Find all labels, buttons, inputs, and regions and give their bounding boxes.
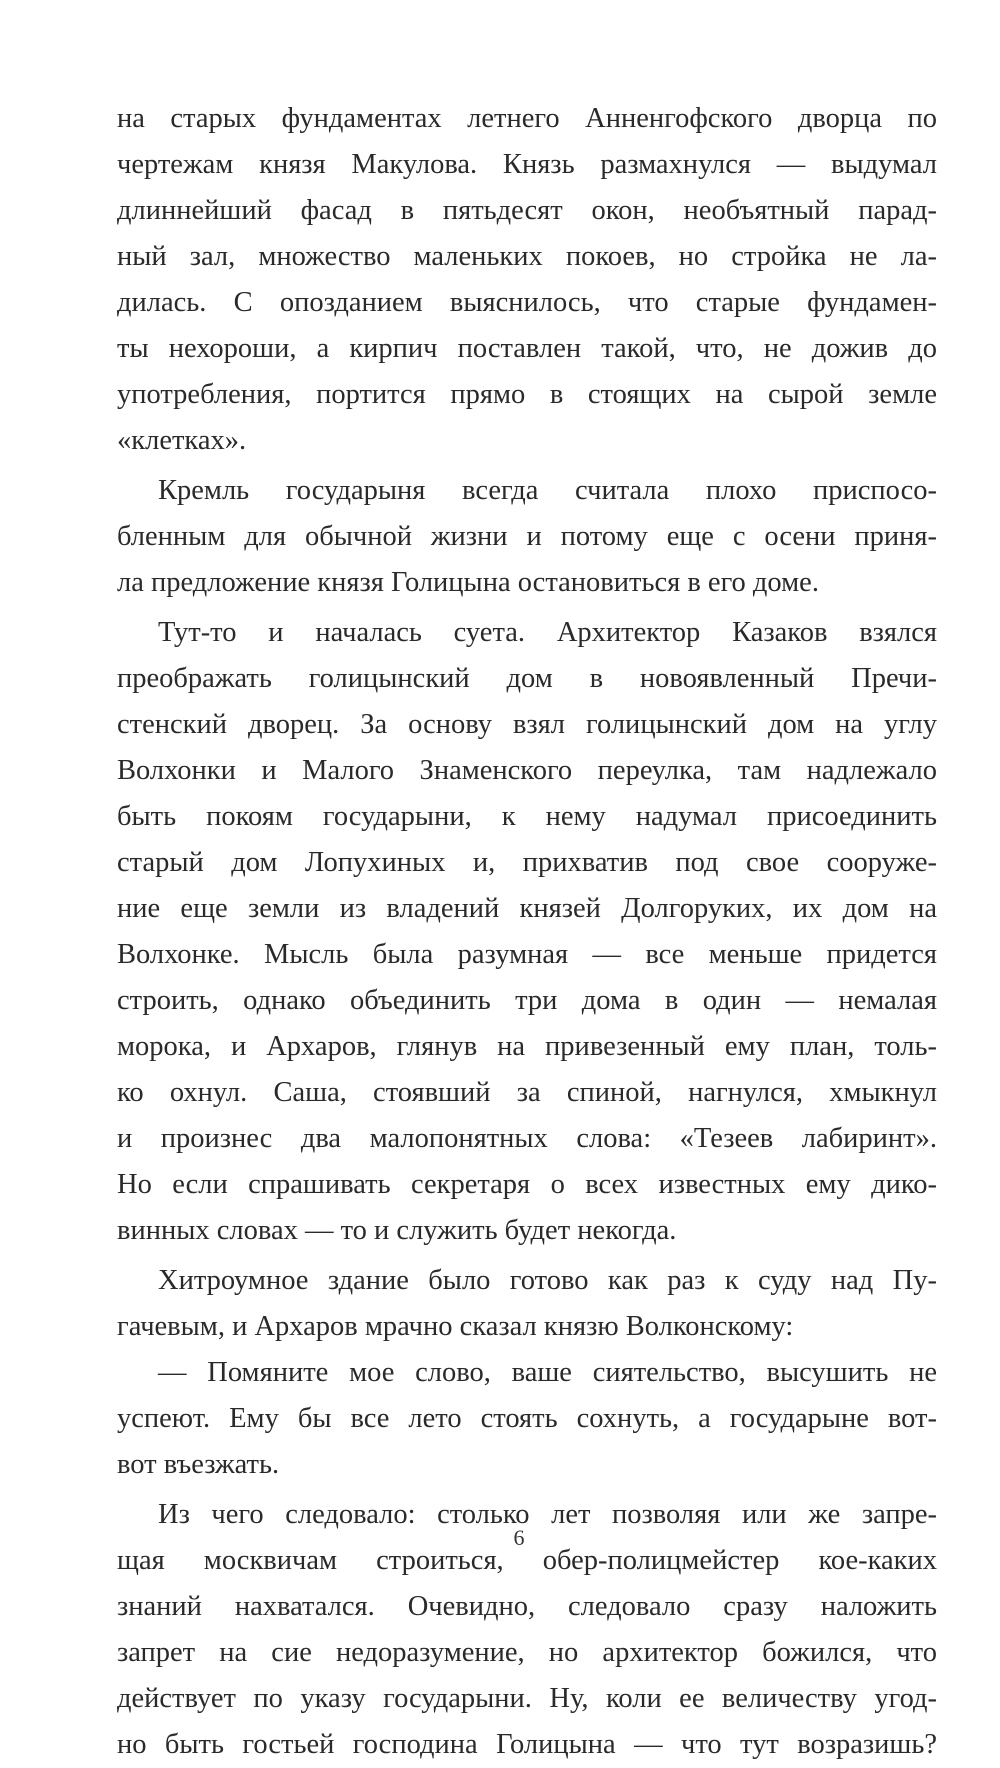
page-number: 6 — [513, 1525, 525, 1550]
text-line: употребления, портится прямо в стоящих на сырой земле — [117, 379, 937, 410]
text-line: дилась. С опозданием выяснилось, что старые фундамен- — [117, 287, 937, 318]
text-line: бленным для обычной жизни и потому еще с осени приня- — [117, 521, 937, 552]
text-line: ние еще земли из владений князей Долгоруких, их дом на — [117, 893, 937, 924]
text-line: вот въезжать. — [117, 1449, 280, 1480]
text-line: но быть гостьей господина Голицына — что тут возразишь? — [117, 1729, 937, 1760]
text-line: Из чего следовало: столько лет позволяя или же запре- — [158, 1499, 937, 1530]
text-line: Хитроумное здание было готово как раз к суду над Пу- — [158, 1265, 937, 1296]
text-line: стенский дворец. За основу взял голицынский дом на углу — [117, 709, 937, 740]
body-text — [117, 96, 937, 1768]
text-line: Тут-то и началась суета. Архитектор Казаков взялся — [158, 617, 937, 648]
text-line: Волхонки и Малого Знаменского переулка, там надлежало — [117, 755, 937, 786]
text-line: длиннейший фасад в пятьдесят окон, необъятный парад- — [117, 195, 937, 226]
text-line: ла предложение князя Голицына остановиться в его доме. — [117, 567, 819, 598]
text-line: строить, однако объединить три дома в один — немалая — [117, 985, 937, 1016]
text-line: морока, и Архаров, глянув на привезенный ему план, толь- — [117, 1031, 937, 1062]
text-line: ный зал, множество маленьких покоев, но стройка не ла- — [117, 241, 937, 272]
text-line: ты нехороши, а кирпич поставлен такой, что, не дожив до — [117, 333, 937, 364]
text-line: Кремль государыня всегда считала плохо приспосо- — [158, 475, 937, 506]
text-line: успеют. Ему бы все лето стоять сохнуть, а государыне вот- — [117, 1403, 937, 1434]
text-line: быть покоям государыни, к нему надумал присоединить — [117, 801, 937, 832]
text-line: действует по указу государыни. Ну, коли ее величеству угод- — [117, 1683, 937, 1714]
text-line: «клетках». — [117, 425, 247, 456]
text-line: старый дом Лопухиных и, прихватив под свое сооруже- — [117, 847, 937, 878]
text-line: Волхонке. Мысль была разумная — все меньше придется — [117, 939, 937, 970]
text-line: винных словах — то и служить будет некогда. — [117, 1215, 677, 1246]
text-line: преображать голицынский дом в новоявленный Пречи- — [117, 663, 937, 694]
text-line: и произнес два малопонятных слова: «Тезеев лабиринт». — [117, 1123, 937, 1154]
text-line: знаний нахватался. Очевидно, следовало сразу наложить — [117, 1591, 937, 1622]
text-line: на старых фундаментах летнего Анненгофского дворца по — [117, 103, 937, 134]
text-line: ко охнул. Саша, стоявший за спиной, нагнулся, хмыкнул — [117, 1077, 937, 1108]
text-line: гачевым, и Архаров мрачно сказал князю Волконскому: — [117, 1311, 794, 1342]
text-line: — Помяните мое слово, ваше сиятельство, высушить не — [158, 1357, 937, 1388]
text-line: Но если спрашивать секретаря о всех известных ему дико- — [117, 1169, 937, 1200]
text-line: запрет на сие недоразумение, но архитектор божился, что — [117, 1637, 937, 1668]
text-line: щая москвичам строиться, обер-полицмейстер кое-каких — [117, 1545, 937, 1576]
text-line: чертежам князя Макулова. Князь размахнулся — выдумал — [117, 149, 937, 180]
